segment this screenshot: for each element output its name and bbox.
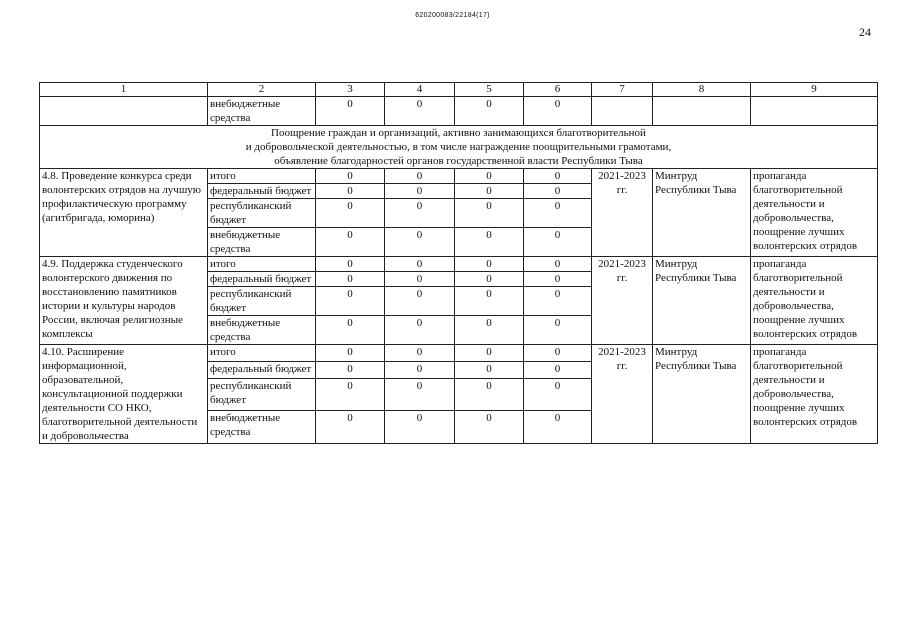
value-cell: 0 bbox=[524, 287, 592, 316]
table-row bbox=[40, 257, 878, 272]
value-cell: 0 bbox=[385, 272, 455, 287]
header-row bbox=[40, 83, 878, 97]
value-cell: 0 bbox=[455, 97, 524, 126]
measures-body bbox=[40, 169, 878, 444]
value-cell: 0 bbox=[455, 272, 524, 287]
value-cell: 0 bbox=[455, 316, 524, 345]
value-cell: 0 bbox=[316, 345, 385, 362]
header-cell: 3 bbox=[316, 83, 385, 97]
period-cell: 2021-2023 гг. bbox=[592, 257, 653, 345]
executor-cell: Минтруд Республики Тыва bbox=[653, 169, 751, 257]
empty-cell bbox=[653, 97, 751, 126]
value-cell: 0 bbox=[316, 361, 385, 378]
document-id: 620200083/22184(17) bbox=[415, 12, 490, 19]
value-cell: 0 bbox=[385, 184, 455, 199]
header-cell: 6 bbox=[524, 83, 592, 97]
funding-source: федеральный бюджет bbox=[208, 272, 316, 287]
value-cell: 0 bbox=[316, 378, 385, 411]
period-cell: 2021-2023 гг. bbox=[592, 345, 653, 444]
funding-source: федеральный бюджет bbox=[208, 184, 316, 199]
section-line: объявление благодарностей органов государственной власти Республики Тыва bbox=[274, 155, 643, 167]
value-cell: 0 bbox=[455, 411, 524, 444]
value-cell: 0 bbox=[385, 257, 455, 272]
value-cell: 0 bbox=[455, 257, 524, 272]
result-cell: пропаганда благотворительной деятельности и добровольчества, поощрение лучших волонтерских отрядов bbox=[751, 257, 878, 345]
value-cell: 0 bbox=[385, 97, 455, 126]
result-cell: пропаганда благотворительной деятельности и добровольчества, поощрение лучших волонтерских отрядов bbox=[751, 345, 878, 444]
program-table bbox=[39, 82, 878, 444]
funding-source: внебюджетные средства bbox=[208, 97, 316, 126]
value-cell: 0 bbox=[316, 287, 385, 316]
value-cell: 0 bbox=[385, 316, 455, 345]
section-title bbox=[40, 126, 878, 169]
value-cell: 0 bbox=[524, 199, 592, 228]
header-cell: 1 bbox=[40, 83, 208, 97]
value-cell: 0 bbox=[385, 378, 455, 411]
value-cell: 0 bbox=[316, 272, 385, 287]
header-cell: 9 bbox=[751, 83, 878, 97]
measure-title: 4.10. Расширение информационной, образовательной, консультационной поддержки деятельности СО НКО, благотворительной деятельности и добровольчества bbox=[40, 345, 208, 444]
value-cell: 0 bbox=[524, 272, 592, 287]
value-cell: 0 bbox=[316, 228, 385, 257]
funding-source: республиканский бюджет bbox=[208, 378, 316, 411]
value-cell: 0 bbox=[524, 361, 592, 378]
value-cell: 0 bbox=[524, 184, 592, 199]
header-cell: 5 bbox=[455, 83, 524, 97]
value-cell: 0 bbox=[385, 228, 455, 257]
measure-title: 4.9. Поддержка студенческого волонтерского движения по восстановлению памятников истории и культуры народов России, включая религиозные комплексы bbox=[40, 257, 208, 345]
value-cell: 0 bbox=[316, 184, 385, 199]
value-cell: 0 bbox=[385, 199, 455, 228]
value-cell: 0 bbox=[385, 345, 455, 362]
value-cell: 0 bbox=[455, 228, 524, 257]
funding-source: итого bbox=[208, 257, 316, 272]
value-cell: 0 bbox=[524, 378, 592, 411]
value-cell: 0 bbox=[455, 345, 524, 362]
executor-cell: Минтруд Республики Тыва bbox=[653, 345, 751, 444]
value-cell: 0 bbox=[524, 316, 592, 345]
value-cell: 0 bbox=[316, 169, 385, 184]
section-line: Поощрение граждан и организаций, активно занимающихся благотворительной bbox=[271, 127, 646, 139]
table-row bbox=[40, 97, 878, 126]
value-cell: 0 bbox=[524, 411, 592, 444]
funding-source: республиканский бюджет bbox=[208, 287, 316, 316]
funding-source: республиканский бюджет bbox=[208, 199, 316, 228]
value-cell: 0 bbox=[524, 257, 592, 272]
empty-cell bbox=[592, 97, 653, 126]
header-cell: 8 bbox=[653, 83, 751, 97]
executor-cell: Минтруд Республики Тыва bbox=[653, 257, 751, 345]
value-cell: 0 bbox=[316, 411, 385, 444]
value-cell: 0 bbox=[524, 228, 592, 257]
value-cell: 0 bbox=[385, 287, 455, 316]
funding-source: внебюджетные средства bbox=[208, 228, 316, 257]
value-cell: 0 bbox=[455, 361, 524, 378]
value-cell: 0 bbox=[524, 97, 592, 126]
value-cell: 0 bbox=[455, 287, 524, 316]
value-cell: 0 bbox=[316, 97, 385, 126]
header-cell: 7 bbox=[592, 83, 653, 97]
header-cell: 4 bbox=[385, 83, 455, 97]
section-line: и добровольческой деятельностью, в том числе награждение поощрительными грамотами, bbox=[245, 141, 672, 153]
value-cell: 0 bbox=[524, 169, 592, 184]
header-cell: 2 bbox=[208, 83, 316, 97]
funding-source: федеральный бюджет bbox=[208, 361, 316, 378]
period-cell: 2021-2023 гг. bbox=[592, 169, 653, 257]
value-cell: 0 bbox=[524, 345, 592, 362]
value-cell: 0 bbox=[455, 378, 524, 411]
value-cell: 0 bbox=[455, 169, 524, 184]
funding-source: внебюджетные средства bbox=[208, 411, 316, 444]
result-cell: пропаганда благотворительной деятельности и добровольчества, поощрение лучших волонтерских отрядов bbox=[751, 169, 878, 257]
value-cell: 0 bbox=[316, 199, 385, 228]
value-cell: 0 bbox=[316, 257, 385, 272]
value-cell: 0 bbox=[385, 361, 455, 378]
measure-title: 4.8. Проведение конкурса среди волонтерских отрядов на лучшую профилактическую программу (агитбригада, юморина) bbox=[40, 169, 208, 257]
value-cell: 0 bbox=[455, 199, 524, 228]
funding-source: итого bbox=[208, 169, 316, 184]
value-cell: 0 bbox=[385, 411, 455, 444]
value-cell: 0 bbox=[316, 316, 385, 345]
funding-source: внебюджетные средства bbox=[208, 316, 316, 345]
page-number: 24 bbox=[859, 25, 871, 39]
section-row bbox=[40, 126, 878, 169]
value-cell: 0 bbox=[385, 169, 455, 184]
table-row bbox=[40, 345, 878, 362]
empty-cell bbox=[40, 97, 208, 126]
table-row bbox=[40, 169, 878, 184]
value-cell: 0 bbox=[455, 184, 524, 199]
funding-source: итого bbox=[208, 345, 316, 362]
empty-cell bbox=[751, 97, 878, 126]
